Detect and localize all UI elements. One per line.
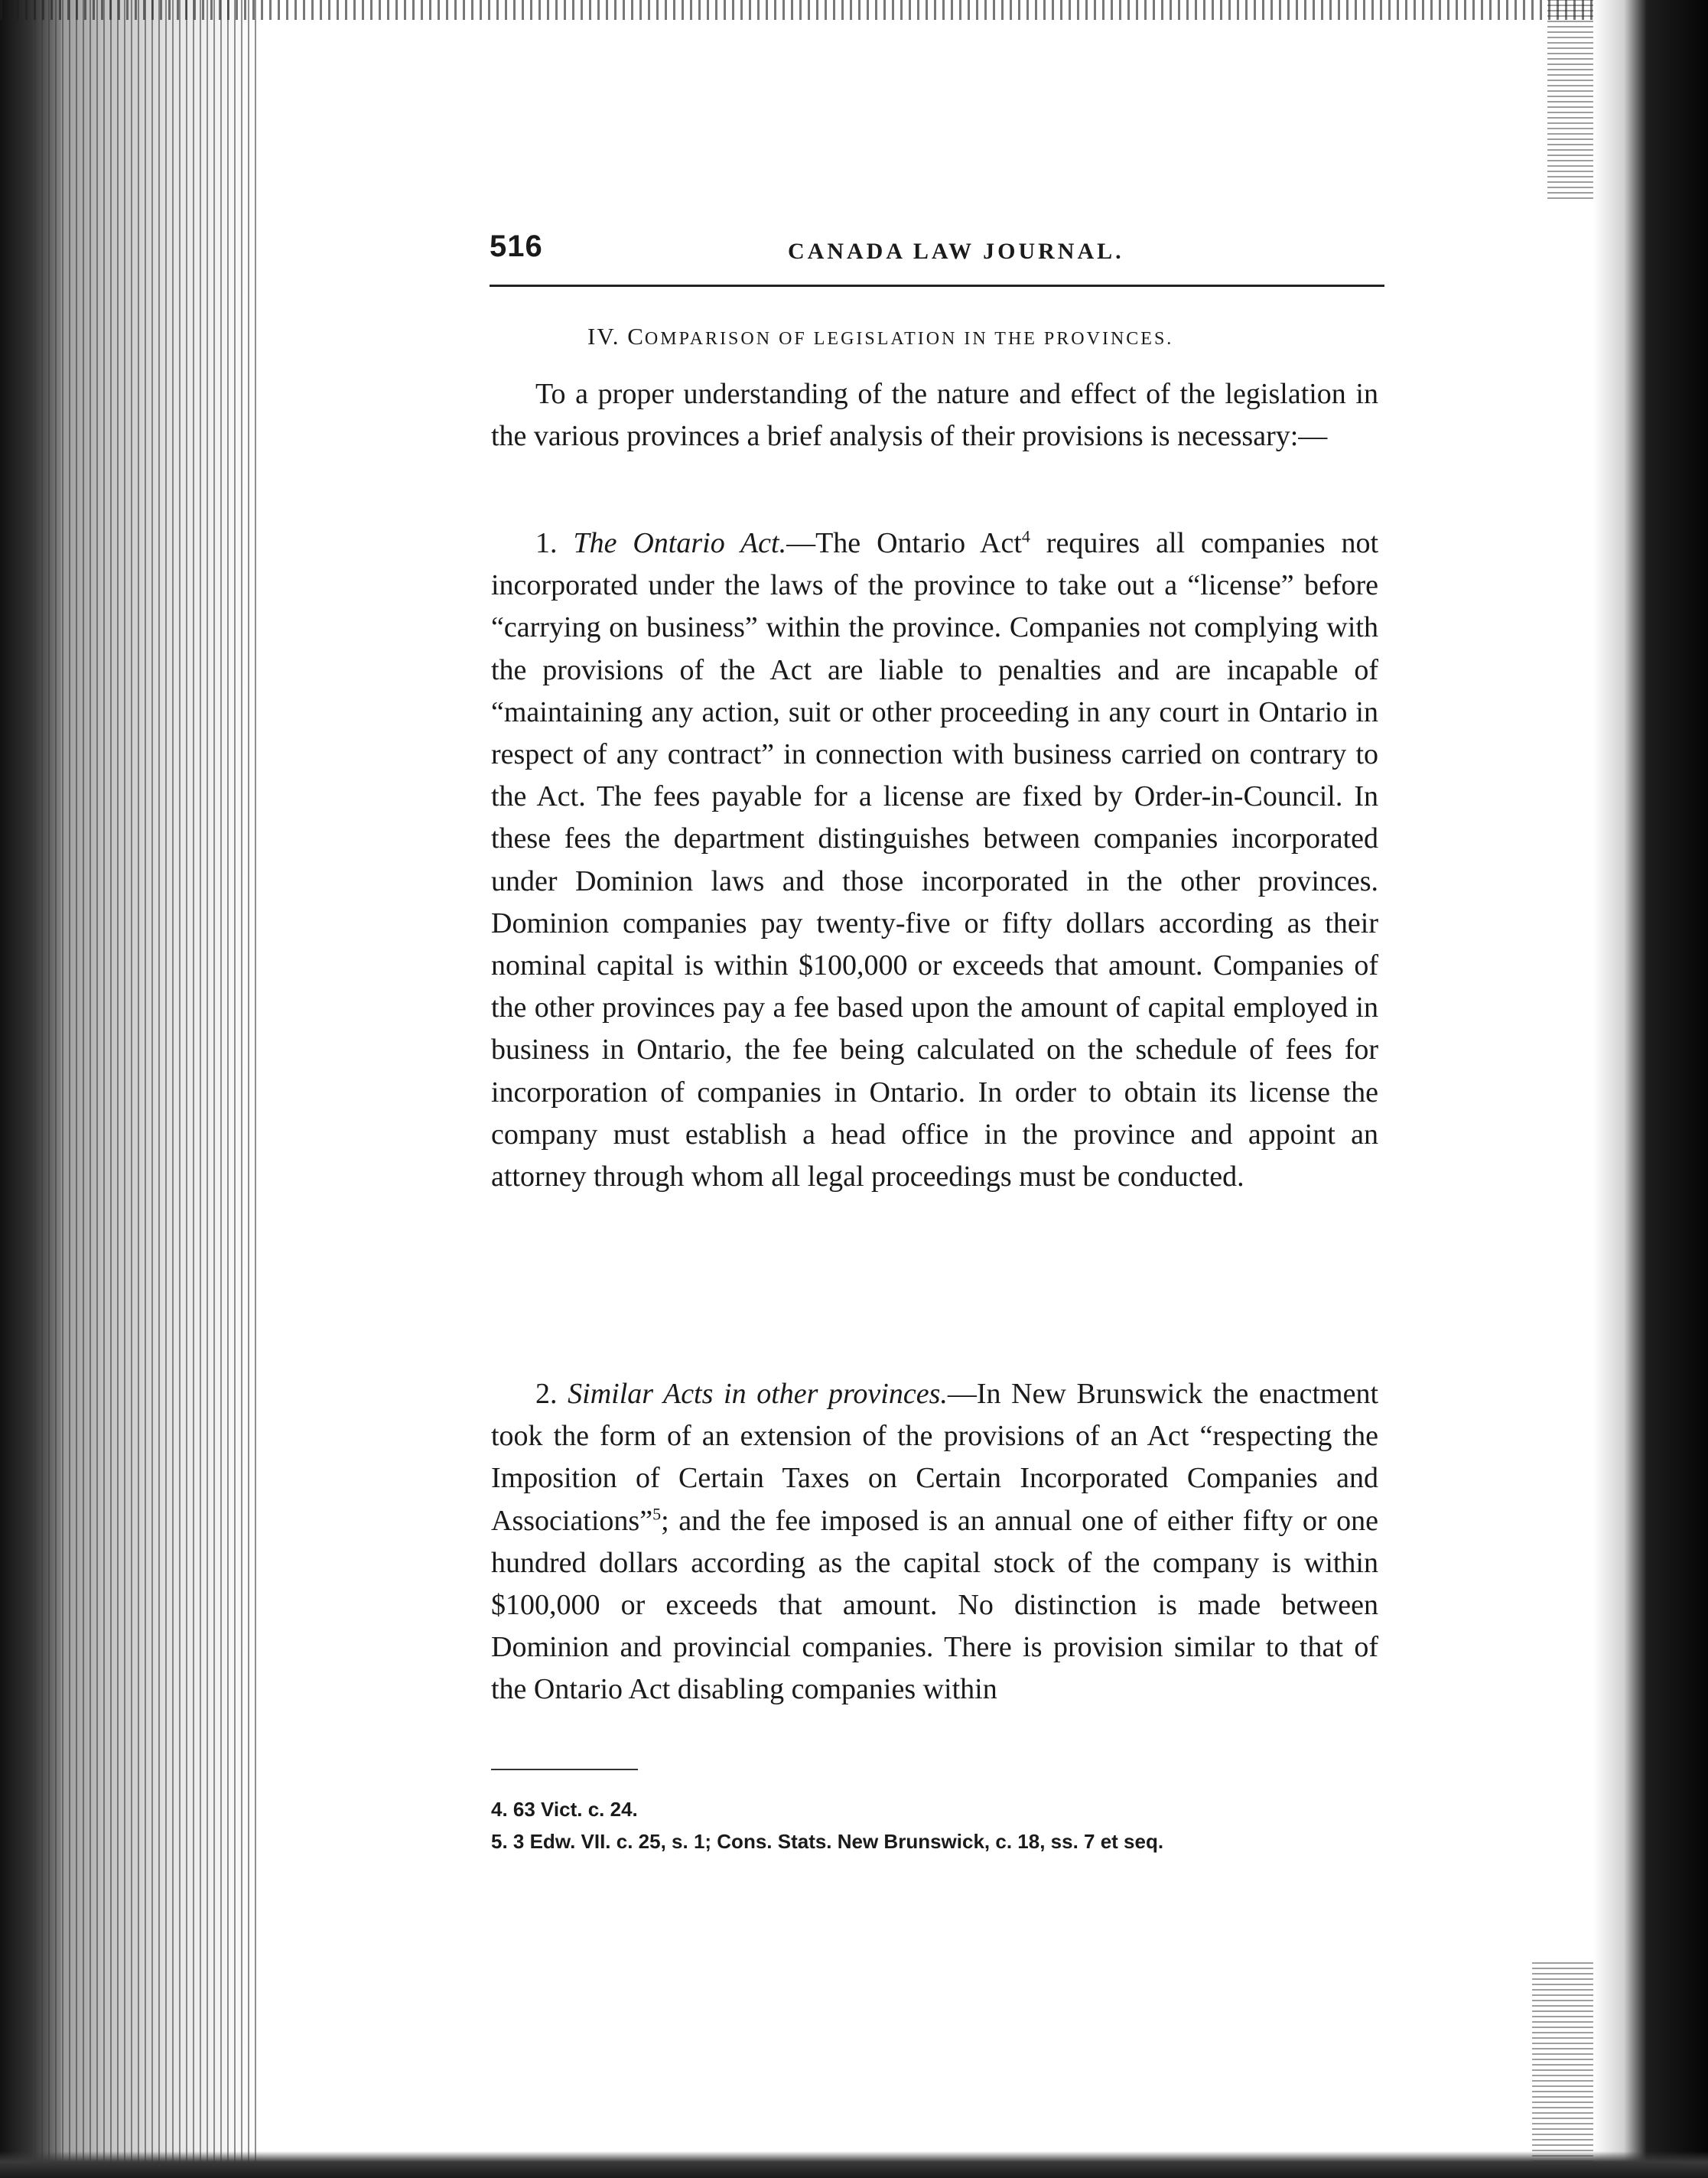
footnote-4: 4. 63 Vict. c. 24. xyxy=(491,1798,638,1821)
para2-lead: —In New Brunswick the enactment took the form of an extension of the provisions of an Act “respecting the Imposition of Certain Taxes on Certain Incorporated Companies and Associations” xyxy=(491,1378,1379,1537)
scan-right-edge xyxy=(1593,0,1708,2178)
footnote-5: 5. 3 Edw. VII. c. 25, s. 1; Cons. Stats. New Brunswick, c. 18, ss. 7 et seq. xyxy=(491,1830,1164,1853)
page-number: 516 xyxy=(490,230,543,263)
section-heading xyxy=(587,323,1173,350)
footnote-rule xyxy=(491,1769,638,1770)
para2-number: 2. xyxy=(535,1378,558,1410)
paragraph-ontario-act xyxy=(491,523,1378,1198)
footnote-ref-5: 5 xyxy=(652,1503,662,1523)
footnote-ref-4: 4 xyxy=(1021,526,1030,546)
section-heading-rest: OMPARISON OF LEGISLATION IN THE PROVINCES. xyxy=(644,329,1174,349)
scan-left-binding-shadow xyxy=(0,0,61,2178)
intro-text: To a proper understanding of the nature and effect of the legislation in the various provinces a brief analysis of their provisions is necessary:— xyxy=(491,378,1378,453)
header-rule xyxy=(490,285,1384,287)
para1-text: requires all companies not incorporated under the laws of the province to take out a “license” before “carrying on business” within the province. Companies not complying with the provisions of the Act are liable to penalties and are incapable of “maintaining any action, suit or other proceeding in any court in Ontario in respect of any contract” in connection with business carried on contrary to the Act. The fees payable for a license are fixed by Order-in-Council. In these fees the department distinguishes between companies incorporated under Dominion laws and those incorporated in the other provinces. Dominion companies pay twenty-five or fifty dollars according as their nominal capital is within $100,000 or exceeds that amount. Companies of the other provinces pay a fee based upon the amount of capital employed in business in Ontario, the fee being calculated on the schedule of fees for incorporation of companies in Ontario. In order to obtain its license the company must establish a head office in the province and appoint an attorney through whom all legal proceedings must be conducted. xyxy=(491,527,1379,1193)
scan-top-edge xyxy=(0,0,1708,20)
scan-bottom-edge xyxy=(0,2151,1708,2178)
para1-lead: —The Ontario Act xyxy=(786,527,1022,559)
section-numeral: IV. xyxy=(587,323,620,350)
section-heading-cap: C xyxy=(627,323,645,350)
para2-text: ; and the fee imposed is an annual one of either fifty or one hundred dollars according as the capital stock of the company is within $100,000 or exceeds that amount. No distinction is made between Dominion and provincial companies. There is provision similar to that of the Ontario Act disabling companies within xyxy=(491,1504,1378,1706)
para2-title: Similar Acts in other provinces. xyxy=(568,1378,948,1410)
paragraph-similar-acts xyxy=(491,1373,1378,1711)
running-head: CANADA LAW JOURNAL. xyxy=(788,239,1124,264)
para1-title: The Ontario Act. xyxy=(573,527,787,559)
para1-number: 1. xyxy=(535,527,558,559)
intro-paragraph xyxy=(491,373,1378,457)
